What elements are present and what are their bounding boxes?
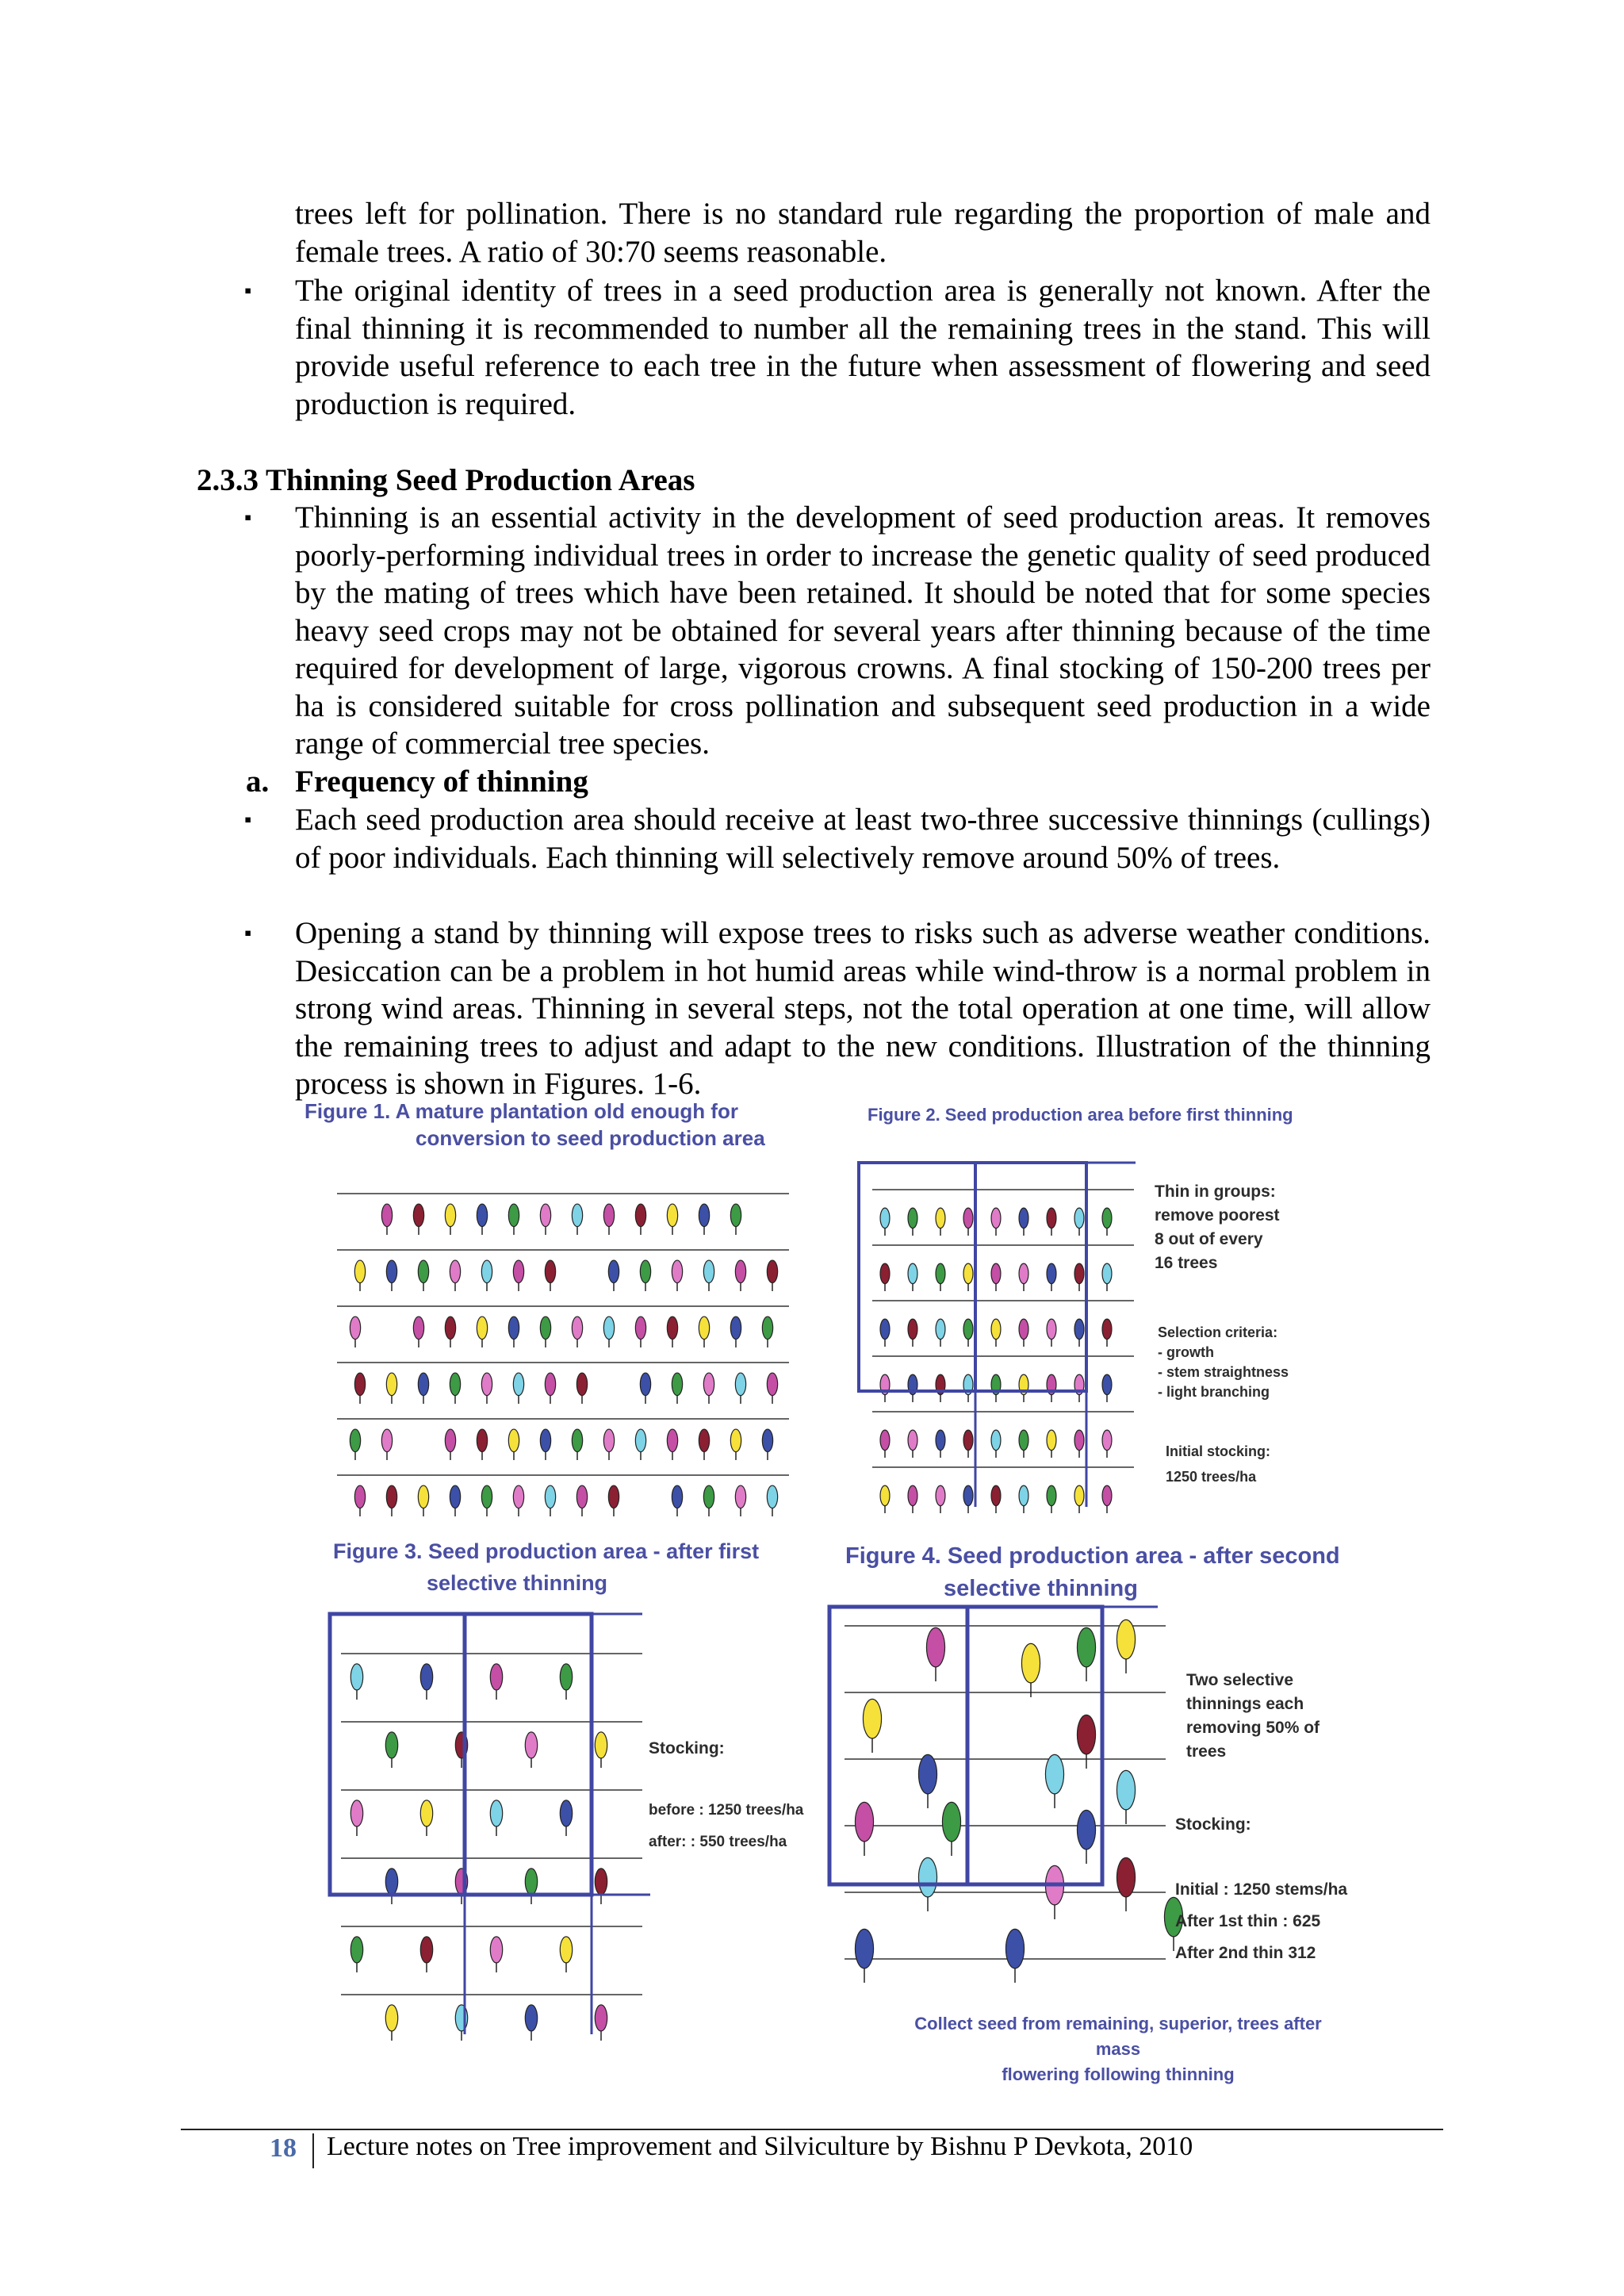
tree-icon <box>1021 1643 1040 1697</box>
tree-icon <box>936 1208 945 1236</box>
thinning-group-frame <box>330 1614 465 1895</box>
tree-icon <box>908 1430 917 1458</box>
tree-icon <box>481 1373 492 1404</box>
tree-icon <box>1102 1263 1112 1291</box>
figure1-title-line2: conversion to seed production area <box>416 1126 765 1150</box>
tree-icon <box>863 1699 881 1753</box>
tree-icon <box>908 1319 917 1347</box>
tree-icon <box>595 1732 607 1768</box>
tree-icon <box>699 1204 709 1235</box>
tree-icon <box>420 1800 432 1836</box>
tree-icon <box>413 1317 423 1347</box>
tree-icon <box>1019 1319 1028 1347</box>
figure4-stocking-initial: Initial : 1250 stems/ha <box>1175 1880 1348 1899</box>
tree-icon <box>991 1208 1001 1236</box>
tree-icon <box>354 1373 365 1404</box>
tree-icon <box>703 1260 714 1291</box>
tree-icon <box>1074 1430 1084 1458</box>
tree-icon <box>1047 1319 1056 1347</box>
tree-icon <box>525 2005 537 2041</box>
tree-icon <box>667 1317 677 1347</box>
figure3-title <box>333 1535 759 1599</box>
tree-icon <box>936 1430 945 1458</box>
tree-icon <box>908 1485 917 1513</box>
subheading-text: Frequency of thinning <box>295 765 588 799</box>
tree-icon <box>963 1374 973 1402</box>
tree-icon <box>608 1485 619 1516</box>
bullet-marker: ▪ <box>244 506 252 529</box>
tree-icon <box>354 1485 365 1516</box>
tree-icon <box>991 1485 1001 1513</box>
figure4-note-line: thinnings each <box>1186 1695 1304 1713</box>
tree-icon <box>418 1373 428 1404</box>
figure2-note-line: - growth <box>1158 1344 1214 1360</box>
tree-icon <box>540 1317 550 1347</box>
subheading-label: a. <box>246 765 270 799</box>
tree-icon <box>991 1319 1001 1347</box>
paragraph-thinning-purpose: Thinning is an essential activity in the development of seed production areas. It removes poorly-performing individual trees in order to increase the genetic quality of seed produced by the mating of trees which have been retained. It should be noted that for some species heavy seed crops may not be obtained for several years after thinning because of the time required for development of large, vigorous crowns. A final stocking of 150-200 trees per ha is considered suitable for cross pollination and subsequent seed production in a wide range of commercial tree species. <box>295 500 1431 761</box>
tree-icon <box>672 1260 682 1291</box>
figure4-after-second-thinning-diagram <box>825 1602 1174 1983</box>
tree-icon <box>703 1373 714 1404</box>
tree-icon <box>576 1373 587 1404</box>
tree-icon <box>963 1319 973 1347</box>
tree-icon <box>450 1373 460 1404</box>
figure2-note-line: 1250 trees/ha <box>1166 1469 1257 1485</box>
tree-icon <box>918 1754 936 1808</box>
tree-icon <box>880 1485 890 1513</box>
tree-icon <box>418 1260 428 1291</box>
tree-icon <box>385 2005 397 2041</box>
figure4-title-line1: Figure 4. Seed production area - after second <box>845 1543 1340 1569</box>
tree-icon <box>936 1485 945 1513</box>
figure4-note-line: trees <box>1186 1742 1227 1761</box>
tree-icon <box>880 1319 890 1347</box>
tree-icon <box>381 1204 392 1235</box>
tree-icon <box>572 1317 582 1347</box>
figure2-note-line: Initial stocking: <box>1166 1443 1271 1459</box>
tree-icon <box>1045 1865 1063 1919</box>
section-heading: 2.3.3 Thinning Seed Production Areas <box>197 463 695 497</box>
tree-icon <box>908 1263 917 1291</box>
figure4-title <box>845 1540 1340 1605</box>
tree-icon <box>672 1485 682 1516</box>
paragraph-thinning-risks: Opening a stand by thinning will expose trees to risks such as adverse weather conditions. Desiccation can be a problem in hot humid areas while wind-throw is a normal problem in strong wind areas. Thinning in several steps, not the total operation at one time, will allow the remaining trees to adjust and adapt to the new conditions. Illustration of the thinning process is shown in Figures. 1-6. <box>295 916 1431 1101</box>
tree-icon <box>595 1869 607 1904</box>
figure2-title: Figure 2. Seed production area before first thinning <box>868 1105 1293 1125</box>
tree-icon <box>540 1204 550 1235</box>
tree-icon <box>1116 1770 1135 1824</box>
figure4-note-line: Two selective <box>1186 1671 1294 1689</box>
tree-icon <box>1047 1374 1056 1402</box>
tree-icon <box>1019 1374 1028 1402</box>
footer-separator <box>312 2133 314 2168</box>
tree-icon <box>386 1485 396 1516</box>
tree-icon <box>385 1869 397 1904</box>
tree-icon <box>525 1732 537 1768</box>
tree-icon <box>490 1800 502 1836</box>
paragraph-successive-thinnings: Each seed production area should receive at least two-three successive thinnings (cullings) of poor individuals. Each thinning will selectively remove around 50% of trees. <box>295 803 1431 875</box>
tree-icon <box>1074 1374 1084 1402</box>
figure1-title <box>304 1098 765 1152</box>
tree-icon <box>603 1204 614 1235</box>
thinning-group-frame <box>829 1607 967 1884</box>
tree-icon <box>1019 1430 1028 1458</box>
tree-icon <box>508 1204 519 1235</box>
bullet-marker: ▪ <box>244 808 252 831</box>
figure4-stocking-label: Stocking: <box>1175 1815 1251 1834</box>
tree-icon <box>991 1374 1001 1402</box>
tree-icon <box>413 1204 423 1235</box>
figure1-plantation-diagram <box>333 1166 809 1523</box>
tree-icon <box>513 1373 523 1404</box>
footer-text: Lecture notes on Tree improvement and Silviculture by Bishnu P Devkota, 2010 <box>327 2132 1193 2161</box>
tree-icon <box>1045 1754 1063 1808</box>
tree-icon <box>450 1260 460 1291</box>
figure4-caption <box>904 2011 1332 2087</box>
bullet-marker: ▪ <box>244 279 252 302</box>
tree-icon <box>450 1485 460 1516</box>
tree-icon <box>963 1485 973 1513</box>
tree-icon <box>445 1429 455 1460</box>
tree-icon <box>1047 1208 1056 1236</box>
figure4-caption-line1: Collect seed from remaining, superior, trees after mass <box>914 2014 1322 2059</box>
tree-icon <box>1102 1374 1112 1402</box>
tree-icon <box>735 1485 745 1516</box>
tree-icon <box>508 1429 519 1460</box>
tree-icon <box>445 1204 455 1235</box>
paragraph-pollination-ratio: trees left for pollination. There is no standard rule regarding the proportion of male and female trees. A ratio of 30:70 seems reasonable. <box>295 197 1431 269</box>
paragraph-tree-numbering: The original identity of trees in a seed production area is generally not known. After the final thinning it is recommended to number all the remaining trees in the stand. This will provide useful reference to each tree in the future when assessment of flowering and seed production is required. <box>295 274 1431 421</box>
tree-icon <box>1116 1619 1135 1673</box>
figure3-after-first-thinning-diagram <box>325 1606 650 2034</box>
tree-icon <box>703 1485 714 1516</box>
tree-icon <box>350 1664 362 1700</box>
tree-icon <box>490 1664 502 1700</box>
tree-icon <box>1047 1430 1056 1458</box>
tree-icon <box>672 1373 682 1404</box>
tree-icon <box>420 1937 432 1972</box>
subheading-frequency <box>246 763 588 801</box>
tree-icon <box>963 1208 973 1236</box>
tree-icon <box>386 1260 396 1291</box>
tree-icon <box>640 1260 650 1291</box>
figure2-note-line: 16 trees <box>1155 1254 1218 1272</box>
tree-icon <box>560 1664 572 1700</box>
tree-icon <box>1116 1857 1135 1911</box>
tree-icon <box>936 1374 945 1402</box>
tree-icon <box>699 1317 709 1347</box>
tree-icon <box>1102 1430 1112 1458</box>
figure3-stocking-after: after: : 550 trees/ha <box>649 1834 787 1850</box>
figure3-title-line2: selective thinning <box>427 1571 608 1595</box>
tree-icon <box>762 1429 772 1460</box>
tree-icon <box>385 1732 397 1768</box>
tree-icon <box>1005 1929 1024 1983</box>
tree-icon <box>481 1485 492 1516</box>
tree-icon <box>603 1317 614 1347</box>
tree-icon <box>1102 1319 1112 1347</box>
tree-icon <box>1102 1485 1112 1513</box>
tree-icon <box>445 1317 455 1347</box>
tree-icon <box>926 1627 944 1681</box>
figure4-note <box>1186 1669 1320 1764</box>
tree-icon <box>730 1204 741 1235</box>
figure2-note-line: - light branching <box>1158 1384 1270 1400</box>
tree-icon <box>350 1317 360 1347</box>
figure2-note-line: Selection criteria: <box>1158 1324 1278 1340</box>
tree-icon <box>1077 1715 1095 1769</box>
tree-icon <box>481 1260 492 1291</box>
figure4-title-line2: selective thinning <box>944 1576 1138 1601</box>
tree-icon <box>354 1260 365 1291</box>
tree-icon <box>1047 1485 1056 1513</box>
figure2-note-stocking <box>1166 1439 1270 1489</box>
figure2-note-line: remove poorest <box>1155 1206 1280 1225</box>
figure2-note-line: 8 out of every <box>1155 1230 1263 1248</box>
figure1-title-line1: Figure 1. A mature plantation old enough for <box>304 1099 738 1123</box>
figure4-note-line: removing 50% of <box>1186 1719 1320 1737</box>
figure2-before-thinning-diagram <box>856 1158 1150 1515</box>
tree-icon <box>576 1485 587 1516</box>
tree-icon <box>418 1485 428 1516</box>
tree-icon <box>572 1204 582 1235</box>
tree-icon <box>545 1485 555 1516</box>
bullet-marker: ▪ <box>244 922 252 945</box>
tree-icon <box>635 1429 645 1460</box>
tree-icon <box>350 1800 362 1836</box>
figure2-note-groups <box>1155 1180 1280 1275</box>
tree-icon <box>420 1664 432 1700</box>
tree-icon <box>908 1208 917 1236</box>
figure2-note-criteria <box>1158 1323 1289 1402</box>
tree-icon <box>735 1260 745 1291</box>
figure3-stocking-before: before : 1250 trees/ha <box>649 1802 804 1819</box>
tree-icon <box>350 1429 360 1460</box>
tree-icon <box>963 1430 973 1458</box>
tree-icon <box>730 1429 741 1460</box>
tree-icon <box>635 1204 645 1235</box>
tree-icon <box>560 1937 572 1972</box>
tree-icon <box>640 1373 650 1404</box>
tree-icon <box>1019 1485 1028 1513</box>
tree-icon <box>1102 1208 1112 1236</box>
tree-icon <box>477 1317 487 1347</box>
tree-icon <box>1074 1319 1084 1347</box>
tree-icon <box>735 1373 745 1404</box>
tree-icon <box>490 1937 502 1972</box>
figure4-stocking-after2: After 2nd thin 312 <box>1175 1944 1316 1962</box>
tree-icon <box>508 1317 519 1347</box>
tree-icon <box>880 1263 890 1291</box>
figure4-caption-line2: flowering following thinning <box>1002 2064 1235 2084</box>
tree-icon <box>767 1485 777 1516</box>
tree-icon <box>767 1373 777 1404</box>
footer-rule <box>181 2129 1443 2130</box>
figure4-stocking-after1: After 1st thin : 625 <box>1175 1912 1321 1930</box>
tree-icon <box>730 1317 741 1347</box>
figure2-note-line: - stem straightness <box>1158 1364 1289 1380</box>
tree-icon <box>513 1485 523 1516</box>
tree-icon <box>963 1263 973 1291</box>
page-number: 18 <box>270 2133 297 2163</box>
tree-icon <box>595 2005 607 2041</box>
tree-icon <box>936 1263 945 1291</box>
tree-icon <box>572 1429 582 1460</box>
tree-icon <box>1077 1810 1095 1864</box>
tree-icon <box>667 1429 677 1460</box>
tree-icon <box>991 1430 1001 1458</box>
tree-icon <box>855 1802 873 1856</box>
tree-icon <box>1077 1627 1095 1681</box>
tree-icon <box>477 1204 487 1235</box>
tree-icon <box>699 1429 709 1460</box>
tree-icon <box>762 1317 772 1347</box>
tree-icon <box>667 1204 677 1235</box>
tree-icon <box>767 1260 777 1291</box>
tree-icon <box>942 1802 960 1856</box>
tree-icon <box>936 1319 945 1347</box>
figure3-stocking-label: Stocking: <box>649 1739 725 1757</box>
tree-icon <box>635 1317 645 1347</box>
tree-icon <box>908 1374 917 1402</box>
tree-icon <box>1074 1208 1084 1236</box>
tree-icon <box>381 1429 392 1460</box>
tree-icon <box>880 1430 890 1458</box>
tree-icon <box>545 1260 555 1291</box>
tree-icon <box>477 1429 487 1460</box>
tree-icon <box>1019 1263 1028 1291</box>
tree-icon <box>608 1260 619 1291</box>
figure3-title-line1: Figure 3. Seed production area - after first <box>333 1539 760 1563</box>
tree-icon <box>880 1374 890 1402</box>
figure2-note-line: Thin in groups: <box>1155 1182 1276 1201</box>
tree-icon <box>545 1373 555 1404</box>
tree-icon <box>350 1937 362 1972</box>
tree-icon <box>991 1263 1001 1291</box>
tree-icon <box>855 1929 873 1983</box>
tree-icon <box>1074 1485 1084 1513</box>
tree-icon <box>1074 1263 1084 1291</box>
tree-icon <box>1047 1263 1056 1291</box>
tree-icon <box>560 1800 572 1836</box>
tree-icon <box>386 1373 396 1404</box>
tree-icon <box>1019 1208 1028 1236</box>
tree-icon <box>513 1260 523 1291</box>
tree-icon <box>880 1208 890 1236</box>
tree-icon <box>540 1429 550 1460</box>
tree-icon <box>603 1429 614 1460</box>
tree-icon <box>525 1869 537 1904</box>
